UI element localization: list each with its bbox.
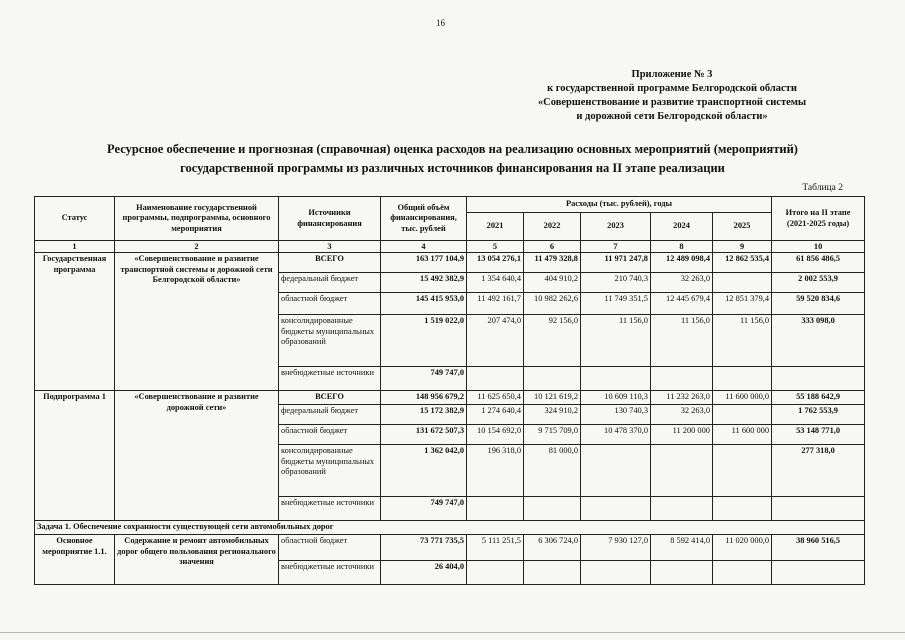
row-total: 145 415 953,0 (381, 293, 467, 315)
column-number: 9 (713, 241, 772, 253)
column-number: 3 (279, 241, 381, 253)
row-source: ВСЕГО (279, 391, 381, 405)
row-stage-total: 2 002 553,9 (772, 273, 865, 293)
column-number: 4 (381, 241, 467, 253)
row-y2023: 210 740,3 (581, 273, 651, 293)
row-source: консолидированные бюджеты муниципальных образований (279, 315, 381, 367)
header-source: Источники финансирования (279, 197, 381, 241)
row-y2025 (713, 405, 772, 425)
row-y2023 (581, 445, 651, 497)
row-y2024: 32 263,0 (651, 405, 713, 425)
appendix-heading (507, 68, 837, 124)
column-number: 1 (35, 241, 115, 253)
row-y2021 (467, 497, 524, 521)
row-source: федеральный бюджет (279, 273, 381, 293)
table-row (35, 253, 865, 273)
column-number: 6 (524, 241, 581, 253)
row-y2024 (651, 497, 713, 521)
row-stage-total: 38 960 516,5 (772, 535, 865, 561)
row-stage-total (772, 367, 865, 391)
row-source: областной бюджет (279, 425, 381, 445)
row-y2022: 6 306 724,0 (524, 535, 581, 561)
row-total: 163 177 104,9 (381, 253, 467, 273)
row-y2025 (713, 367, 772, 391)
row-y2024 (651, 367, 713, 391)
row-y2024: 32 263,0 (651, 273, 713, 293)
header-year: 2022 (524, 213, 581, 241)
title-line: государственной программы из различных источников финансирования на II этапе реализации (180, 161, 725, 175)
header-expenses: Расходы (тыс. рублей), годы (467, 197, 772, 213)
row-stage-total: 59 520 834,6 (772, 293, 865, 315)
row-y2023: 10 609 110,3 (581, 391, 651, 405)
appendix-line: «Совершенствование и развитие транспортной системы (537, 97, 807, 108)
row-y2021: 10 154 692,0 (467, 425, 524, 445)
row-y2021: 11 492 161,7 (467, 293, 524, 315)
row-total: 148 956 679,2 (381, 391, 467, 405)
appendix-line: и дорожной сети Белгородской области» (576, 111, 768, 122)
row-y2021: 13 054 276,1 (467, 253, 524, 273)
row-y2025 (713, 273, 772, 293)
row-y2024: 8 592 414,0 (651, 535, 713, 561)
column-number: 2 (115, 241, 279, 253)
row-total: 26 404,0 (381, 561, 467, 585)
row-y2021: 11 625 650,4 (467, 391, 524, 405)
row-y2025 (713, 561, 772, 585)
header-total: Общий объём финансирования, тыс. рублей (381, 197, 467, 241)
row-source: консолидированные бюджеты муниципальных образований (279, 445, 381, 497)
row-source: областной бюджет (279, 293, 381, 315)
row-total: 1 519 022,0 (381, 315, 467, 367)
row-y2021: 207 474,0 (467, 315, 524, 367)
row-y2021: 1 354 640,4 (467, 273, 524, 293)
row-stage-total: 53 148 771,0 (772, 425, 865, 445)
row-name: «Совершенствование и развитие транспортной системы и дорожной сети Белгородской области» (115, 253, 279, 391)
row-status: Основное мероприятие 1.1. (35, 535, 115, 585)
row-y2022: 11 479 328,8 (524, 253, 581, 273)
row-status: Государственная программа (35, 253, 115, 391)
row-y2022: 10 982 262,6 (524, 293, 581, 315)
row-y2021: 196 318,0 (467, 445, 524, 497)
row-y2024: 11 156,0 (651, 315, 713, 367)
row-y2022: 10 121 619,2 (524, 391, 581, 405)
row-stage-total: 1 762 553,9 (772, 405, 865, 425)
row-name: «Совершенствование и развитие дорожной сети» (115, 391, 279, 521)
row-y2024 (651, 445, 713, 497)
funding-table (34, 196, 865, 585)
column-number: 10 (772, 241, 865, 253)
column-number: 5 (467, 241, 524, 253)
header-year: 2025 (713, 213, 772, 241)
document-title (0, 140, 905, 178)
row-source: ВСЕГО (279, 253, 381, 273)
row-y2025: 11 156,0 (713, 315, 772, 367)
row-y2022 (524, 561, 581, 585)
row-name: Содержание и ремонт автомобильных дорог общего пользования регионального значения (115, 535, 279, 585)
row-stage-total (772, 497, 865, 521)
row-stage-total: 333 098,0 (772, 315, 865, 367)
header-status: Статус (35, 197, 115, 241)
row-y2023 (581, 367, 651, 391)
row-y2025: 11 020 000,0 (713, 535, 772, 561)
title-line: Ресурсное обеспечение и прогнозная (справочная) оценка расходов на реализацию основных мероприятий (мероприятий) (107, 142, 798, 156)
row-y2022: 404 910,2 (524, 273, 581, 293)
row-y2022: 9 715 709,0 (524, 425, 581, 445)
row-y2023: 11 156,0 (581, 315, 651, 367)
row-total: 73 771 735,5 (381, 535, 467, 561)
row-y2023: 11 971 247,8 (581, 253, 651, 273)
row-y2024: 11 200 000 (651, 425, 713, 445)
appendix-line: Приложение № 3 (631, 69, 713, 80)
row-y2025 (713, 497, 772, 521)
row-y2022 (524, 367, 581, 391)
page-number: 16 (436, 18, 445, 28)
row-source: внебюджетные источники (279, 367, 381, 391)
row-stage-total: 61 856 486,5 (772, 253, 865, 273)
header-year: 2021 (467, 213, 524, 241)
row-y2025 (713, 445, 772, 497)
row-total: 749 747,0 (381, 367, 467, 391)
row-source: внебюджетные источники (279, 561, 381, 585)
row-y2025: 12 862 535,4 (713, 253, 772, 273)
table-row (35, 535, 865, 561)
row-y2024: 12 489 098,4 (651, 253, 713, 273)
row-y2025: 11 600 000,0 (713, 391, 772, 405)
row-status: Подпрограмма 1 (35, 391, 115, 521)
table-row (35, 391, 865, 405)
table-label: Таблица 2 (802, 183, 843, 193)
row-stage-total (772, 561, 865, 585)
header-name: Наименование государственной программы, подпрограммы, основного мероприятия (115, 197, 279, 241)
row-y2024: 12 445 679,4 (651, 293, 713, 315)
row-y2023: 7 930 127,0 (581, 535, 651, 561)
row-y2022: 324 910,2 (524, 405, 581, 425)
scan-edge-line (0, 632, 905, 633)
task-row (35, 521, 865, 535)
row-y2021: 5 111 251,5 (467, 535, 524, 561)
row-y2024 (651, 561, 713, 585)
row-y2023: 130 740,3 (581, 405, 651, 425)
row-y2021 (467, 367, 524, 391)
row-y2023: 10 478 370,0 (581, 425, 651, 445)
row-total: 15 172 382,9 (381, 405, 467, 425)
row-y2025: 12 851 379,4 (713, 293, 772, 315)
column-number: 8 (651, 241, 713, 253)
row-total: 1 362 042,0 (381, 445, 467, 497)
row-y2025: 11 600 000 (713, 425, 772, 445)
header-stage-total: Итого на II этапе (2021-2025 годы) (772, 197, 865, 241)
row-y2021: 1 274 640,4 (467, 405, 524, 425)
row-total: 131 672 507,3 (381, 425, 467, 445)
row-y2023 (581, 497, 651, 521)
row-source: федеральный бюджет (279, 405, 381, 425)
row-y2022: 81 000,0 (524, 445, 581, 497)
header-year: 2024 (651, 213, 713, 241)
row-total: 15 492 382,9 (381, 273, 467, 293)
column-number: 7 (581, 241, 651, 253)
appendix-line: к государственной программе Белгородской области (547, 83, 797, 94)
task-title: Задача 1. Обеспечение сохранности существующей сети автомобильных дорог (35, 521, 865, 535)
row-y2023: 11 749 351,5 (581, 293, 651, 315)
row-y2023 (581, 561, 651, 585)
row-source: внебюджетные источники (279, 497, 381, 521)
row-total: 749 747,0 (381, 497, 467, 521)
row-stage-total: 55 188 642,9 (772, 391, 865, 405)
header-year: 2023 (581, 213, 651, 241)
row-source: областной бюджет (279, 535, 381, 561)
row-y2022: 92 156,0 (524, 315, 581, 367)
row-y2021 (467, 561, 524, 585)
row-y2022 (524, 497, 581, 521)
row-y2024: 11 232 263,0 (651, 391, 713, 405)
row-stage-total: 277 318,0 (772, 445, 865, 497)
column-number-row (35, 241, 865, 253)
